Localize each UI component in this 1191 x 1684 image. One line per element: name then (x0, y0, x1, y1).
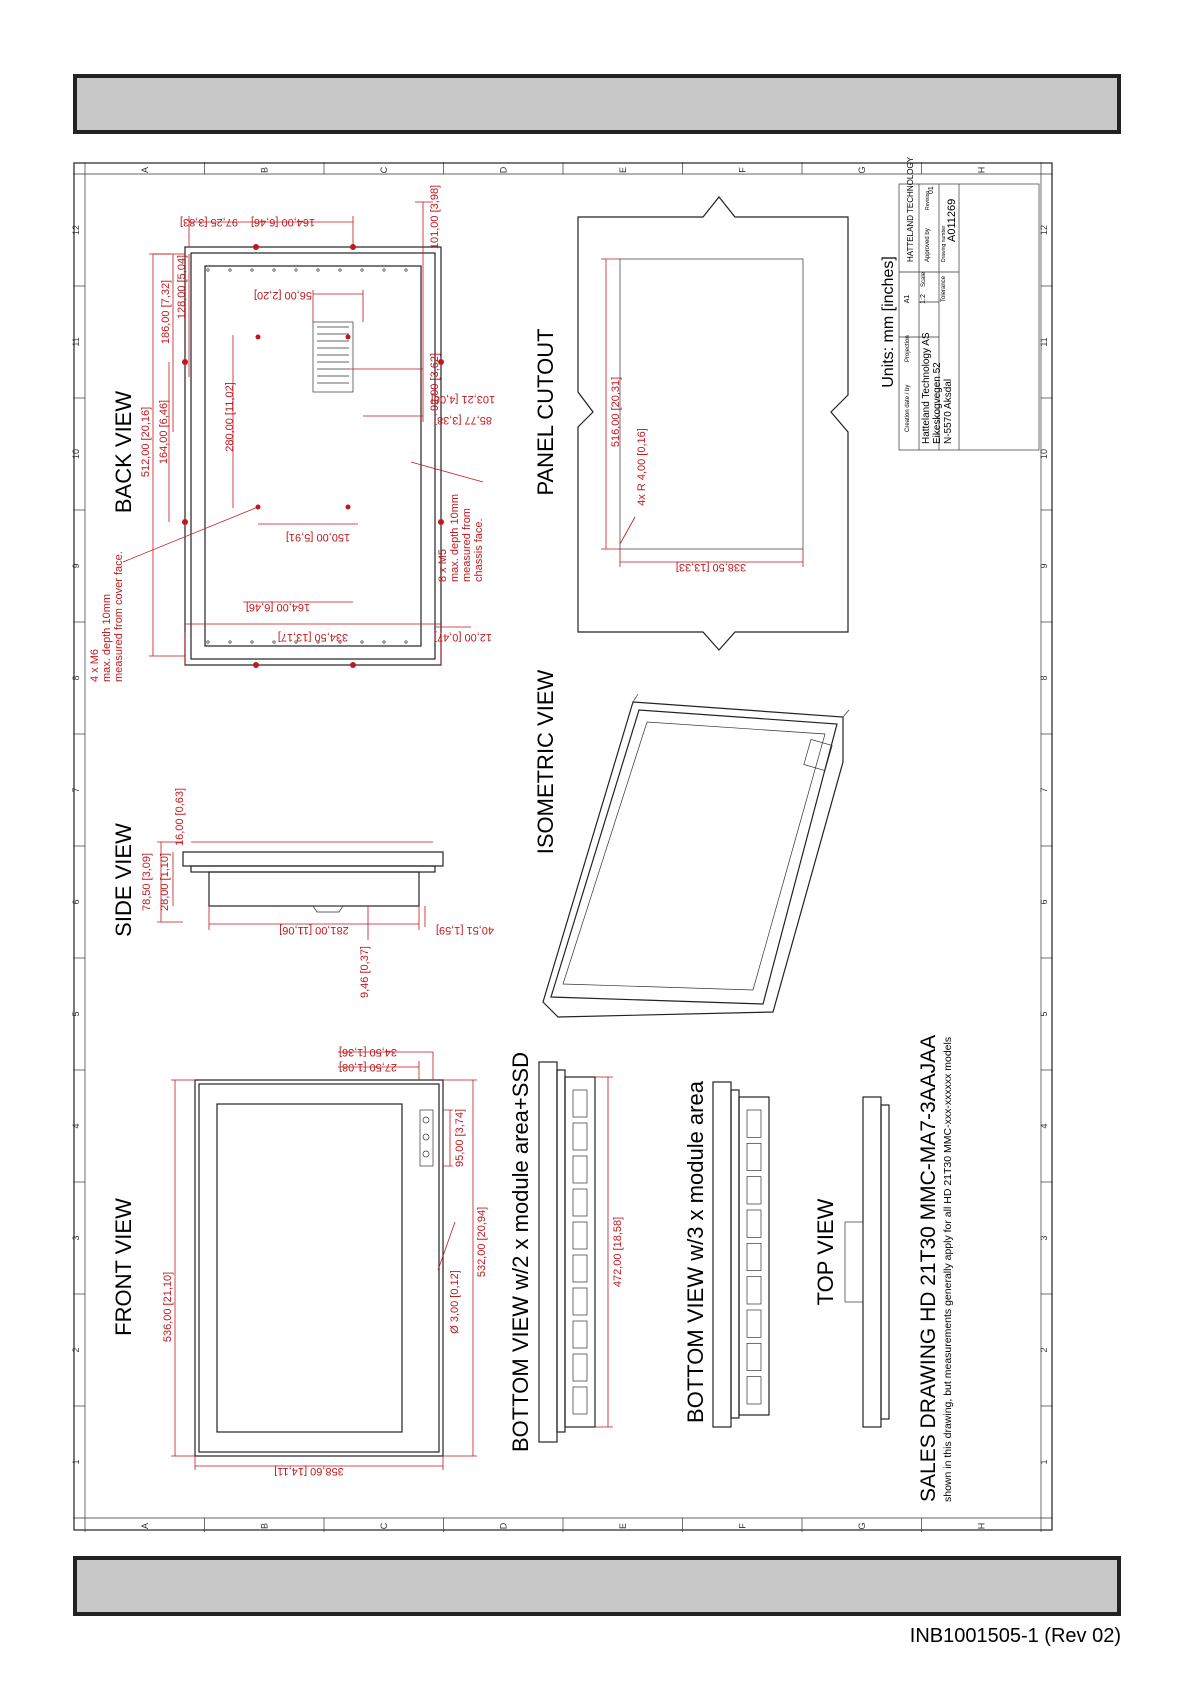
tb-revision: 01 (928, 186, 935, 194)
svg-text:8 x M5: 8 x M5 (437, 548, 449, 582)
tb-tolerance: Tolerance (941, 275, 947, 302)
grid-number-label: 12 (71, 224, 81, 236)
drawing-title: SALES DRAWING HD 21T30 MMC-MA7-3AAJAA (917, 1034, 940, 1502)
vesa-hole (346, 335, 351, 340)
mounting-hole (253, 662, 259, 668)
tb-size: A1 (904, 294, 911, 304)
dim-back-3345: 334,50 [13,17] (277, 631, 349, 643)
dim-cutout-r4: 4x R 4,00 [0,16] (636, 428, 648, 506)
front-view (162, 1046, 488, 1477)
mounting-hole (182, 519, 188, 525)
dim-back-128: 128,00 [5,04] (176, 254, 188, 320)
grid-number-label: 11 (1039, 337, 1049, 347)
dim-cutout-3385: 338,50 [13,33] (675, 561, 747, 573)
dim-front-345: 34,50 [1,36] (338, 1046, 398, 1058)
svg-text:max. depth 10mm: max. depth 10mm (101, 593, 113, 682)
dim-front-height: 536,00 [21,10] (162, 1271, 174, 1343)
grid-number-label: 11 (71, 337, 81, 347)
dim-side-16: 16,00 [0,63] (174, 787, 186, 847)
grid-number-label: 6 (1039, 899, 1049, 905)
label-top-view: TOP VIEW (813, 1198, 838, 1306)
dim-back-8577: 85,77 [3,38] (433, 414, 493, 426)
tb-address2: N-5570 Aksdal (943, 378, 954, 444)
dim-back-9725: 97,25 [3,83] (179, 216, 239, 228)
grid-number-label: 2 (71, 1347, 81, 1353)
dim-back-150: 150,00 [5,91] (285, 531, 351, 543)
dim-cutout-516: 516,00 [20,31] (610, 376, 622, 448)
dim-back-92: 92,00 [3,62] (429, 352, 441, 412)
grid-letter-label: H (976, 1522, 987, 1530)
grid-number-label: 7 (1039, 787, 1049, 793)
tb-company: Hatteland Technology AS (921, 332, 932, 444)
grid-letter-label: E (617, 1522, 628, 1530)
svg-text:measured from cover face.: measured from cover face. (113, 551, 125, 682)
svg-text:max. depth 10mm: max. depth 10mm (449, 493, 461, 582)
dim-side-4051: 40,51 [1,59] (435, 924, 495, 936)
grid-letter-label: A (139, 1522, 150, 1530)
drawing-sheet (71, 156, 1053, 1532)
tb-creation: Creation date / by (905, 384, 911, 432)
grid-letter-label: F (737, 1523, 748, 1529)
top-view (845, 1097, 889, 1427)
grid-letter-label: G (856, 166, 867, 174)
grid-number-label: 12 (1039, 224, 1049, 236)
grid-number-label: 9 (71, 563, 81, 569)
bottom-view-2 (713, 1082, 769, 1427)
label-bottom-view-2: BOTTOM VIEW w/3 x module area (683, 1081, 708, 1423)
svg-text:measured from: measured from (461, 508, 473, 582)
grid-number-label: 4 (1039, 1123, 1049, 1129)
header-band (73, 74, 1121, 134)
dim-side-946: 9,46 [0,37] (359, 946, 371, 998)
grid-number-label: 3 (71, 1235, 81, 1241)
side-view (141, 788, 494, 998)
dim-back-164t: 164,00 [6,46] (250, 216, 316, 228)
grid-number-label: 10 (71, 448, 81, 460)
mounting-hole (438, 519, 444, 525)
units-label: Units: mm [inches] (880, 256, 897, 388)
grid-letter-label: H (976, 166, 987, 174)
footer-band (73, 1556, 1121, 1616)
dim-bottom-472: 472,00 [18,58] (612, 1216, 624, 1288)
grid-letter-label: G (856, 1522, 867, 1530)
tb-drawing-number: A011269 (946, 198, 958, 242)
note-m6 (89, 551, 125, 682)
dim-side-28: 28,00 [1,10] (159, 852, 171, 912)
label-isometric-view: ISOMETRIC VIEW (533, 669, 558, 855)
mounting-hole (350, 662, 356, 668)
dim-back-101: 101,00 [3,98] (429, 184, 441, 250)
grid-number-label: 8 (1039, 675, 1049, 681)
grid-number-label: 8 (71, 675, 81, 681)
tb-approved: Approved by (925, 228, 931, 262)
label-panel-cutout: PANEL CUTOUT (533, 328, 558, 496)
grid-number-label: 2 (1039, 1347, 1049, 1353)
mounting-hole (182, 359, 188, 365)
grid-letter-label: D (498, 166, 509, 174)
grid-letter-label: A (139, 166, 150, 174)
dim-front-inner: 532,00 [20,94] (476, 1206, 488, 1278)
grid-number-label: 9 (1039, 563, 1049, 569)
dim-side-281: 281,00 [11,06] (279, 924, 349, 936)
label-back-view: BACK VIEW (111, 390, 136, 514)
sheet-border (74, 163, 1052, 1530)
tb-drawing-number-label: Drawing number (941, 225, 947, 262)
grid-letter-label: D (498, 1522, 509, 1530)
grid-letter-label: B (259, 166, 270, 174)
tb-address1: Eikeskogvegen 52 (932, 362, 943, 444)
back-view (123, 185, 495, 668)
dim-back-12: 12,00 [0,47] (433, 631, 493, 643)
panel-cutout-view (578, 197, 848, 650)
title-block (899, 156, 1039, 450)
tb-company-logo: HATTELAND TECHNOLOGY (906, 156, 915, 262)
tb-revision-label: Revision (925, 190, 931, 210)
dim-back-186: 186,00 [7,32] (160, 279, 172, 345)
svg-text:chassis face.: chassis face. (473, 518, 485, 582)
dim-back-280: 280,00 [11,02] (224, 382, 236, 452)
grid-number-label: 7 (71, 787, 81, 793)
dim-back-512: 512,00 [20,16] (140, 406, 152, 478)
grid-number-label: 10 (1039, 448, 1049, 460)
tb-scale-label: Scale (921, 271, 927, 287)
grid-letter-label: B (259, 1522, 270, 1530)
isometric-view (543, 694, 849, 1017)
grid-letter-label: C (378, 166, 389, 174)
svg-text:4 x M6: 4 x M6 (89, 648, 101, 682)
label-side-view: SIDE VIEW (111, 823, 136, 937)
dim-back-164v: 164,00 [6,46] (158, 399, 170, 465)
bottom-view-1 (539, 1062, 624, 1442)
dim-side-785: 78,50 [3,09] (141, 852, 153, 912)
grid-number-label: 3 (1039, 1235, 1049, 1241)
vesa-hole (346, 505, 351, 510)
label-bottom-view-1: BOTTOM VIEW w/2 x module area+SSD (508, 1052, 533, 1452)
drawing-subtitle: shown in this drawing, but measurements generally apply for all HD 21T30 MMC-xxx-xxxxxx models (942, 1036, 954, 1502)
grid-letter-label: E (617, 166, 628, 174)
grid-number-label: 1 (71, 1459, 81, 1465)
grid-number-label: 6 (71, 899, 81, 905)
dim-back-56: 56,00 [2,20] (253, 289, 313, 301)
grid-number-label: 1 (1039, 1459, 1049, 1465)
grid-number-label: 5 (1039, 1011, 1049, 1017)
dim-front-275: 27,50 [1,08] (338, 1061, 398, 1073)
grid-number-label: 5 (71, 1011, 81, 1017)
dim-front-95: 95,00 [3,74] (454, 1108, 466, 1168)
tb-projection: Projection (905, 335, 911, 362)
dim-hole: Ø 3,00 [0,12] (449, 1270, 461, 1334)
grid-letter-label: C (378, 1522, 389, 1530)
label-front-view: FRONT VIEW (111, 1198, 136, 1336)
mounting-hole (253, 244, 259, 250)
tb-scale: 1:2 (920, 294, 927, 304)
dim-back-164b: 164,00 [6,46] (245, 601, 311, 613)
grid-letter-label: F (737, 167, 748, 173)
grid-number-label: 4 (71, 1123, 81, 1129)
dim-back-10321: 103,21 [4,06] (430, 393, 496, 405)
dim-front-width: 358,60 [14,11] (274, 1465, 344, 1477)
document-code: INB1001505-1 (Rev 02) (909, 1625, 1121, 1647)
vesa-hole (256, 335, 261, 340)
note-m5 (437, 494, 485, 582)
